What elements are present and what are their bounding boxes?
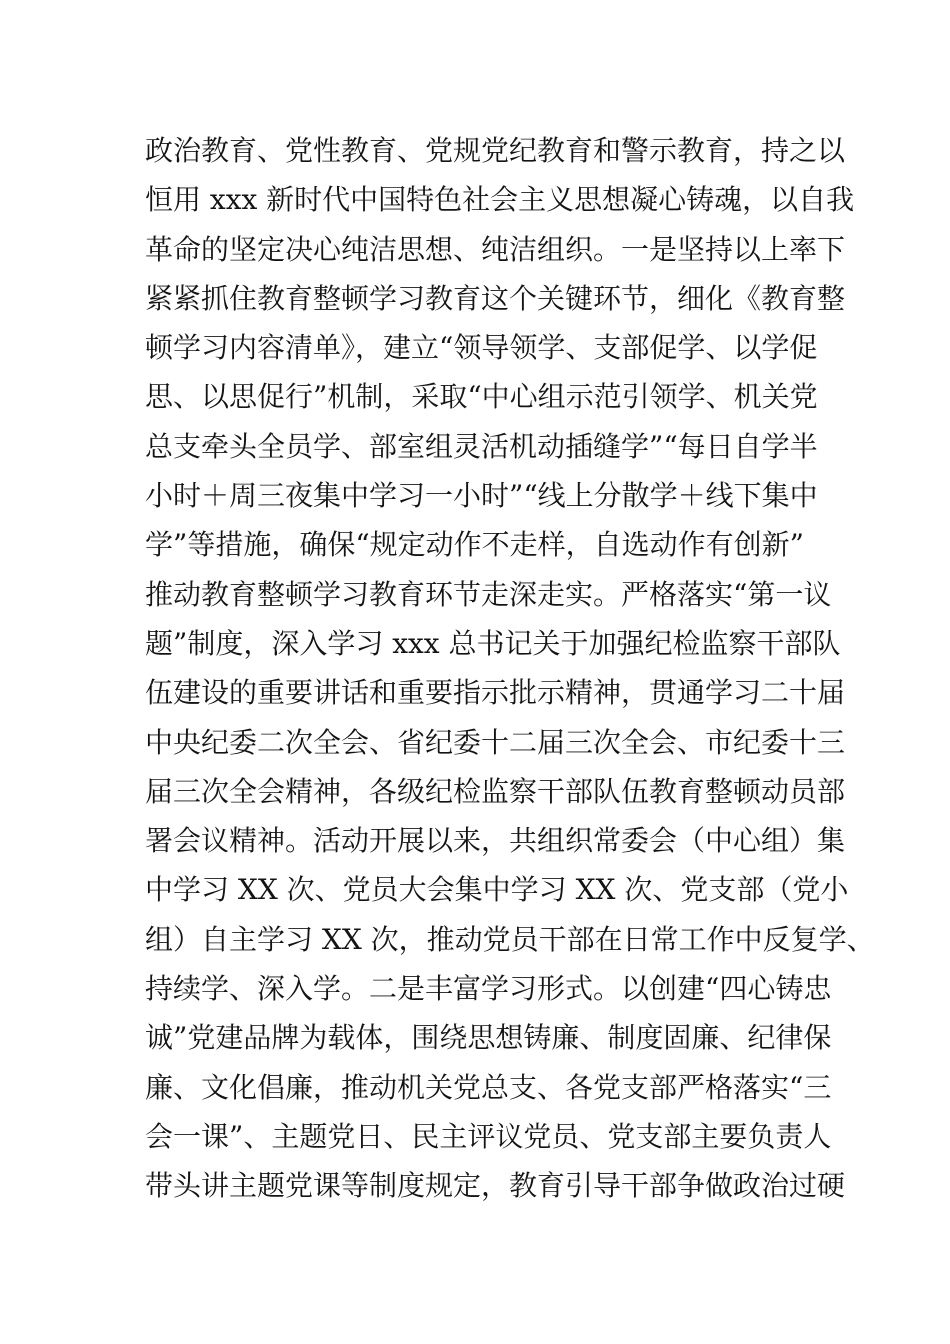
text-line: 顿学习内容清单》，建立“领导领学、支部促学、以学促	[145, 331, 818, 365]
text-line: 小时＋周三夜集中学习一小时”“线上分散学＋线下集中	[145, 479, 818, 513]
text-line: 题”制度，深入学习 xxx 总书记关于加强纪检监察干部队	[145, 626, 841, 660]
text-line: 持续学、深入学。二是丰富学习形式。以创建“四心铸忠	[145, 972, 832, 1006]
text-line: 恒用 xxx 新时代中国特色社会主义思想凝心铸魂，以自我	[145, 183, 855, 217]
text-line: 紧紧抓住教育整顿学习教育这个关键环节，细化《教育整	[145, 281, 846, 315]
text-line: 革命的坚定决心纯洁思想、纯洁组织。一是坚持以上率下	[145, 232, 846, 266]
text-line: 伍建设的重要讲话和重要指示批示精神，贯通学习二十届	[145, 676, 846, 710]
text-line: 廉、文化倡廉，推动机关党总支、各党支部严格落实“三	[145, 1070, 832, 1104]
text-line: 会一课”、主题党日、民主评议党员、党支部主要负责人	[145, 1119, 832, 1153]
text-line: 推动教育整顿学习教育环节走深走实。严格落实“第一议	[145, 577, 832, 611]
text-line: 届三次全会精神，各级纪检监察干部队伍教育整顿动员部	[145, 774, 846, 808]
text-line: 中央纪委二次全会、省纪委十二届三次全会、市纪委十三	[145, 725, 846, 759]
text-line: 署会议精神。活动开展以来，共组织常委会（中心组）集	[145, 824, 846, 858]
body-paragraph	[145, 126, 875, 1211]
text-line: 学”等措施，确保“规定动作不走样，自选动作有创新”	[145, 528, 804, 562]
text-line: 中学习 XX 次、党员大会集中学习 XX 次、党支部（党小	[145, 873, 849, 907]
text-line: 诚”党建品牌为载体，围绕思想铸廉、制度固廉、纪律保	[145, 1021, 832, 1055]
text-line: 带头讲主题党课等制度规定，教育引导干部争做政治过硬	[145, 1169, 846, 1203]
text-line: 政治教育、党性教育、党规党纪教育和警示教育，持之以	[145, 134, 846, 167]
text-line: 组）自主学习 XX 次，推动党员干部在日常工作中反复学、	[145, 922, 875, 956]
text-line: 总支牵头全员学、部室组灵活机动插缝学”“每日自学半	[145, 429, 818, 463]
text-line: 思、以思促行”机制，采取“中心组示范引领学、机关党	[145, 380, 818, 414]
